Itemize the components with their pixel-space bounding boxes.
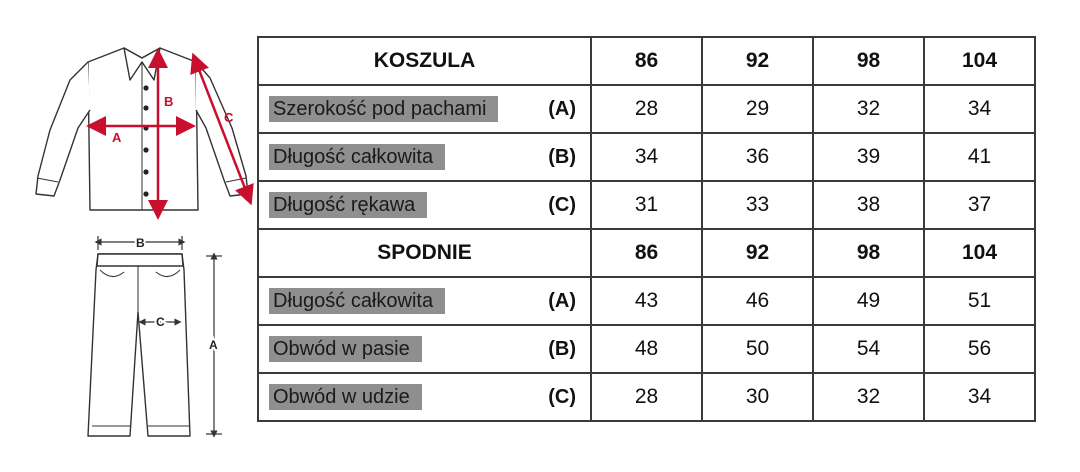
value-cell: 28	[591, 373, 702, 421]
shirt-size-86: 86	[591, 37, 702, 85]
shirt-body-outline	[88, 48, 198, 210]
pants-section-title: SPODNIE	[258, 229, 591, 277]
measure-code: (A)	[548, 290, 576, 312]
pants-size-98: 98	[813, 229, 924, 277]
value-cell: 39	[813, 133, 924, 181]
value-cell: 29	[702, 85, 813, 133]
value-cell: 36	[702, 133, 813, 181]
row-label	[258, 277, 591, 325]
garment-illustrations	[0, 0, 256, 472]
value-cell: 46	[702, 277, 813, 325]
table-row	[258, 85, 1035, 133]
row-label	[258, 373, 591, 421]
value-cell: 32	[813, 85, 924, 133]
measure-name: Obwód w udzie	[269, 384, 422, 410]
row-label	[258, 133, 591, 181]
shirt-label-c: C	[224, 110, 234, 125]
value-cell: 54	[813, 325, 924, 373]
value-cell: 43	[591, 277, 702, 325]
pants-label-a: A	[209, 338, 218, 352]
measure-name: Długość całkowita	[269, 144, 445, 170]
row-label	[258, 325, 591, 373]
shirt-left-sleeve	[36, 62, 90, 196]
measure-name: Długość rękawa	[269, 192, 427, 218]
measure-code: (C)	[548, 386, 576, 408]
measure-name: Szerokość pod pachami	[269, 96, 498, 122]
measure-code: (B)	[548, 338, 576, 360]
table-row	[258, 277, 1035, 325]
shirt-section-title: KOSZULA	[258, 37, 591, 85]
table-row	[258, 181, 1035, 229]
row-label	[258, 181, 591, 229]
table-row	[258, 133, 1035, 181]
shirt-label-b: B	[164, 94, 174, 109]
pants-header-row	[258, 229, 1035, 277]
shirt-size-92: 92	[702, 37, 813, 85]
value-cell: 34	[924, 373, 1035, 421]
measure-code: (C)	[548, 194, 576, 216]
pants-label-c: C	[156, 315, 165, 329]
pants-label-b: B	[136, 236, 145, 250]
value-cell: 51	[924, 277, 1035, 325]
measure-name: Długość całkowita	[269, 288, 445, 314]
shirt-diagram	[0, 0, 256, 230]
value-cell: 49	[813, 277, 924, 325]
value-cell: 56	[924, 325, 1035, 373]
shirt-label-a: A	[112, 130, 122, 145]
value-cell: 38	[813, 181, 924, 229]
measure-name: Obwód w pasie	[269, 336, 422, 362]
value-cell: 34	[924, 85, 1035, 133]
value-cell: 48	[591, 325, 702, 373]
pants-waistband	[97, 254, 183, 266]
pants-size-86: 86	[591, 229, 702, 277]
measure-code: (B)	[548, 146, 576, 168]
row-label	[258, 85, 591, 133]
value-cell: 50	[702, 325, 813, 373]
value-cell: 33	[702, 181, 813, 229]
value-cell: 31	[591, 181, 702, 229]
shirt-size-98: 98	[813, 37, 924, 85]
value-cell: 41	[924, 133, 1035, 181]
value-cell: 34	[591, 133, 702, 181]
table-row	[258, 325, 1035, 373]
pants-outline	[88, 254, 190, 436]
pants-size-104: 104	[924, 229, 1035, 277]
shirt-size-104: 104	[924, 37, 1035, 85]
table-row	[258, 373, 1035, 421]
size-chart-table	[257, 36, 1036, 422]
measure-code: (A)	[548, 98, 576, 120]
shirt-header-row	[258, 37, 1035, 85]
value-cell: 37	[924, 181, 1035, 229]
value-cell: 28	[591, 85, 702, 133]
value-cell: 32	[813, 373, 924, 421]
pants-size-92: 92	[702, 229, 813, 277]
pants-diagram	[0, 230, 256, 470]
value-cell: 30	[702, 373, 813, 421]
